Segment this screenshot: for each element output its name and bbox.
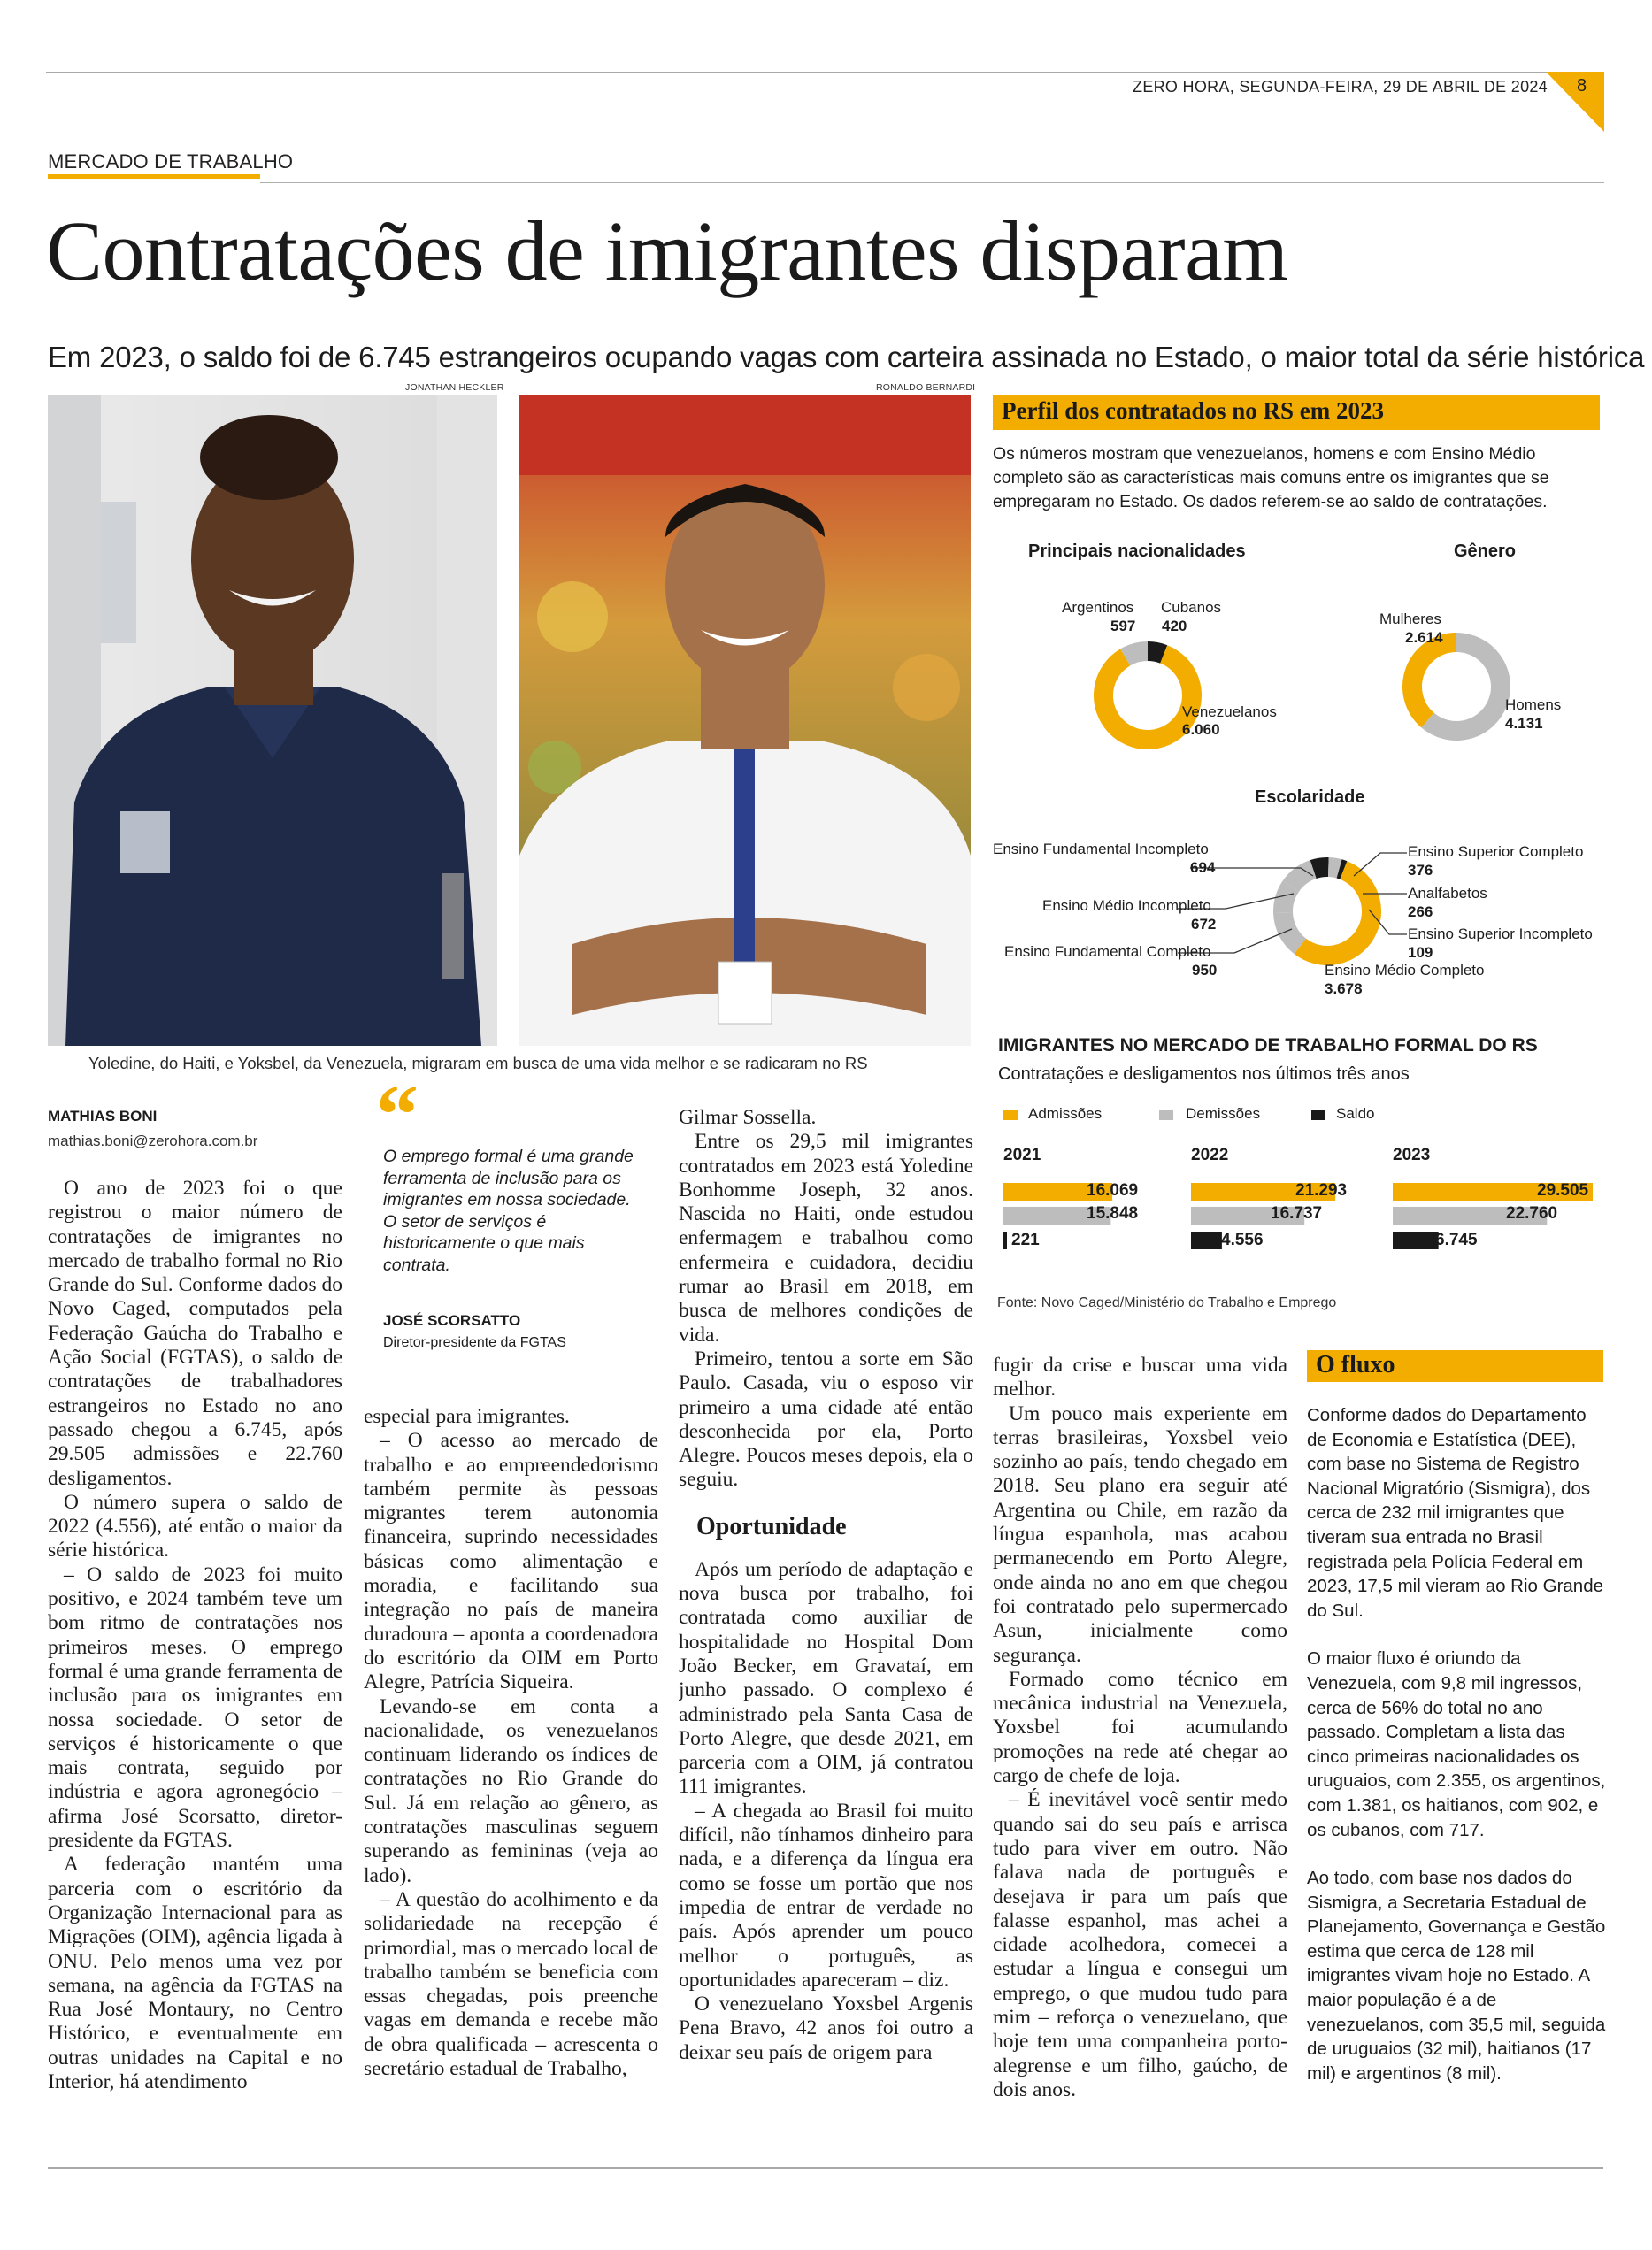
year-2021: 2021: [1003, 1146, 1041, 1164]
value-mulheres: 2.614: [1405, 629, 1443, 646]
year-2022: 2022: [1191, 1146, 1229, 1164]
bar-chart-subtitle: Contratações e desligamentos nos últimos três anos: [998, 1064, 1410, 1084]
col2-p1: especial para imigrantes.: [364, 1405, 570, 1428]
col2-p4: – A questão do acolhimento e da solidariedade na recepção é primordial, mas o mercado local de trabalho também se beneficia com essas chegadas, pois preenche vagas em demanda e recebe mão de obra qualificada – acrescenta o secretário estadual de Trabalho,: [364, 1887, 658, 2081]
year-2023: 2023: [1393, 1146, 1431, 1164]
photo-credit-left: JONATHAN HECKLER: [405, 382, 504, 393]
bar-label-2022-demissoes: 16.737: [1271, 1204, 1323, 1223]
value-cubanos: 420: [1162, 618, 1187, 634]
col3-p3: Primeiro, tentou a sorte em São Paulo. Casada, viu o esposo vir primeiro a uma cidade até então desconhecida por ela, Porto Alegre. Poucos meses depois, ela o seguiu.: [679, 1347, 973, 1492]
label-medio-completo: Ensino Médio Completo: [1325, 962, 1485, 979]
col4-p1: fugir da crise e buscar uma vida melhor.: [993, 1354, 1287, 1401]
article-col-4: [993, 1354, 1287, 2132]
section-label: MERCADO DE TRABALHO: [48, 150, 294, 173]
label-homens: Homens: [1505, 696, 1562, 713]
col3-p5: – A chegada ao Brasil foi muito difícil, não tínhamos dinheiro para nada, e a diferença da língua era como se fosse um portão que nos impedia de entrar de verdade no país. Após aprender um pouco melhor o português, as oportunidades apareceram – diz.: [679, 1799, 973, 1992]
label-sup-completo: Ensino Superior Completo: [1408, 843, 1584, 860]
sidebar-body: [1307, 1403, 1608, 2109]
article-col-2: [364, 1405, 658, 2132]
label-argentinos: Argentinos: [1062, 599, 1134, 616]
col3-p6: O venezuelano Yoxsbel Argenis Pena Bravo, 42 anos foi outro a deixar seu país de origem para: [679, 1993, 973, 2064]
col2-p3: Levando-se em conta a nacionalidade, os venezuelanos continuam liderando os índices de contratações no Rio Grande do Sul. Já em relação ao gênero, as contratações masculinas seguem superando as femininas (veja ao lado).: [364, 1694, 658, 1887]
label-medio-incompleto: Ensino Médio Incompleto: [1042, 897, 1211, 914]
photo-credit-right: RONALDO BERNARDI: [876, 382, 976, 393]
quote-role: Diretor-presidente da FGTAS: [383, 1335, 566, 1350]
col3-p2: Entre os 29,5 mil imigrantes contratados em 2023 está Yoledine Bonhomme Joseph, 32 anos. Nascida no Haiti, onde estudou enfermagem e trabalhou como enfermeira e cuidadora, decidiu rumar ao Brasil em 2018, em busca de melhores condições de vida.: [679, 1130, 973, 1347]
headline: Contratações de imigrantes disparam: [46, 203, 1288, 298]
value-sup-completo: 376: [1408, 862, 1433, 879]
article-col-1: [48, 1177, 342, 2132]
bar-label-2023-demissoes: 22.760: [1506, 1204, 1558, 1223]
subhead-oportunidade: Oportunidade: [696, 1512, 847, 1540]
value-homens: 4.131: [1505, 715, 1543, 732]
label-fund-incompleto: Ensino Fundamental Incompleto: [993, 841, 1209, 857]
article-col-3: [679, 1106, 973, 2132]
label-analfabetos: Analfabetos: [1408, 885, 1487, 902]
label-sup-incompleto: Ensino Superior Incompleto: [1408, 925, 1593, 942]
value-argentinos: 597: [1110, 618, 1136, 634]
col1-p4: A federação mantém uma parceria com o escritório da Organização Internacional para as Migrações (OIM), agência ligada à ONU. Pelo menos uma vez por semana, na agência da FGTAS na Rua José Montaury, no Centro Histórico, e eventualmente em outras unidades na Capital e no Interior, há atendimento: [48, 1853, 342, 2093]
bar-chart-title: IMIGRANTES NO MERCADO DE TRABALHO FORMAL DO RS: [998, 1035, 1538, 1056]
value-analfabetos: 266: [1408, 903, 1433, 920]
col3-p1: Gilmar Sossella.: [679, 1106, 817, 1129]
bar-label-2022-admissoes: 21.293: [1295, 1181, 1348, 1200]
label-fund-completo: Ensino Fundamental Completo: [1004, 943, 1211, 960]
subhead: Em 2023, o saldo foi de 6.745 estrangeiros ocupando vagas com carteira assinada no Estado, o maior total da série histórica: [48, 341, 1645, 373]
bar-2021-saldo: [1003, 1232, 1007, 1249]
value-sup-incompleto: 109: [1408, 944, 1433, 961]
col1-p1: O ano de 2023 foi o que registrou o maior número de contratações de imigrantes no mercado de trabalho formal no Rio Grande do Sul. Conforme dados do Novo Caged, computados pela Federação Gaúcha do Trabalho e Ação Social (FGTAS), o saldo de contratações de trabalhadores estrangeiros no Estado no ano passado chegou a 6.745, após 29.505 admissões e 22.760 desligamentos.: [48, 1177, 342, 1490]
chart-source: Fonte: Novo Caged/Ministério do Trabalho e Emprego: [997, 1295, 1337, 1310]
bar-2023-saldo: [1393, 1232, 1439, 1249]
chart-genero-title: Gênero: [1454, 541, 1517, 561]
quote-mark: “: [376, 1067, 419, 1162]
value-medio-incompleto: 672: [1191, 916, 1217, 933]
bar-label-2021-saldo: 221: [1011, 1231, 1040, 1249]
sidebar-title: O fluxo: [1316, 1351, 1395, 1378]
col3-p4: Após um período de adaptação e nova busca por trabalho, foi contratada como auxiliar de hospitalidade no Hospital Dom João Becker, em Gravataí, em junho passado. O complexo é administrado pela Santa Casa de Porto Alegre, que desde 2021, em parceria com a OIM, já contratou 111 imigrantes.: [679, 1557, 973, 1799]
infographic-title: Perfil dos contratados no RS em 2023: [1002, 397, 1384, 424]
sidebar-p3: Ao todo, com base nos dados do Sismigra, a Secretaria Estadual de Planejamento, Governança e Gestão estima que cerca de 128 mil imigrantes vivam hoje no Estado. A maior população é a de venezuelanos, com 35,5 mil, seguida de uruguaios (32 mil), haitianos (17 mil) e argentinos (8 mil).: [1307, 1868, 1606, 2084]
sidebar-p2: O maior fluxo é oriundo da Venezuela, com 9,8 mil ingressos, cerca de 56% do total no ano passado. Completam a lista das cinco primeiras nacionalidades os uruguaios, com 2.355, os argentinos, com 1.381, os haitianos, com 902, e os cubanos, com 717.: [1307, 1648, 1606, 1840]
value-venezuelanos: 6.060: [1182, 721, 1220, 738]
col1-p2: O número supera o saldo de 2022 (4.556), até então o maior da série histórica.: [48, 1490, 342, 1563]
bottom-rule: [48, 2167, 1603, 2169]
infographic-intro: Os números mostram que venezuelanos, homens e com Ensino Médio completo são as características mais comuns entre os imigrantes que se empregaram no Estado. Os dados referem-se ao saldo de contratações.: [993, 444, 1549, 511]
bar-2022-saldo: [1191, 1232, 1222, 1249]
col2-p2: – O acesso ao mercado de trabalho e ao empreendedorismo também permite às pessoas migrantes terem autonomia financeira, suprindo necessidades básicas como alimentação e moradia, e facilitando sua integração no país de maneira duradoura – aponta a coordenadora do escritório da OIM em Porto Alegre, Patrícia Siqueira.: [364, 1429, 658, 1694]
chart-escolaridade-title: Escolaridade: [1255, 787, 1365, 807]
label-venezuelanos: Venezuelanos: [1182, 703, 1277, 720]
legend-demissoes: Demissões: [1186, 1105, 1261, 1122]
sidebar-p1: Conforme dados do Departamento de Economia e Estatística (DEE), com base no Sistema de Registro Nacional Migratório (Sismigra), dos cerca de 232 mil imigrantes que tiveram sua entrada no Brasil registrada pela Polícia Federal em 2023, 17,5 mil vieram ao Rio Grande do Sul.: [1307, 1405, 1604, 1621]
value-fund-incompleto: 694: [1190, 859, 1216, 876]
bar-label-2023-saldo: 6.745: [1435, 1231, 1478, 1249]
label-mulheres: Mulheres: [1379, 610, 1441, 627]
pull-quote: O emprego formal é uma grande ferramenta de inclusão para os imigrantes em nossa sociedade. O setor de serviços é historicamente o que mais contrata.: [383, 1147, 634, 1275]
author-email[interactable]: mathias.boni@zerohora.com.br: [48, 1133, 258, 1149]
bar-label-2021-admissoes: 16.069: [1087, 1181, 1139, 1200]
col4-p2: Um pouco mais experiente em terras brasileiras, Yoxsbel veio sozinho ao país, tendo chegado em 2018. Seu plano era seguir até Argentina ou Chile, em razão da língua espanhola, mas acabou permanecendo em Porto Alegre, onde ainda no ano em que chegou foi contratado pelo supermercado Asun, inicialmente como segurança.: [993, 1401, 1287, 1667]
date-line: ZERO HORA, SEGUNDA-FEIRA, 29 DE ABRIL DE 2024: [1133, 78, 1548, 96]
legend-admissoes: Admissões: [1028, 1105, 1103, 1122]
col4-p3: Formado como técnico em mecânica industrial na Venezuela, Yoxsbel foi acumulando promoções na rede até chegar ao cargo de chefe de loja.: [993, 1667, 1287, 1788]
bar-label-2023-admissoes: 29.505: [1537, 1181, 1589, 1200]
quote-name: JOSÉ SCORSATTO: [383, 1312, 521, 1329]
col4-p4: – É inevitável você sentir medo quando sai do seu país e arrisca tudo para viver em outro. Não falava nada de português e desejava ir para um país que falasse espanhol, mas achei a cidade acolhedora, comecei a estudar a língua e consegui um emprego, o que mudou tudo para mim – reforça o venezuelano, que hoje tem uma companheira porto-alegrense e um filho, gaúcho, de dois anos.: [993, 1788, 1287, 2101]
label-cubanos: Cubanos: [1161, 599, 1222, 616]
page-number: 8: [1577, 76, 1587, 96]
photo-caption: Yoledine, do Haiti, e Yoksbel, da Venezuela, migraram em busca de uma vida melhor e se radicaram no RS: [88, 1054, 868, 1072]
value-fund-completo: 950: [1192, 962, 1218, 979]
col1-p3: – O saldo de 2023 foi muito positivo, e 2024 também teve um bom ritmo de contratações nos primeiros meses. O emprego formal é uma grande ferramenta de inclusão para os imigrantes em nossa sociedade. O setor de serviços é historicamente o que mais contrata, seguido por indústria e agora agronegócio – afirma José Scorsatto, diretor-presidente da FGTAS.: [48, 1563, 342, 1853]
bar-label-2022-saldo: 4.556: [1221, 1231, 1264, 1249]
value-medio-completo: 3.678: [1325, 980, 1363, 997]
chart-nacionalidades-title: Principais nacionalidades: [1028, 541, 1246, 561]
legend-saldo: Saldo: [1336, 1105, 1375, 1122]
author-name: MATHIAS BONI: [48, 1108, 158, 1125]
bar-label-2021-demissoes: 15.848: [1087, 1204, 1139, 1223]
